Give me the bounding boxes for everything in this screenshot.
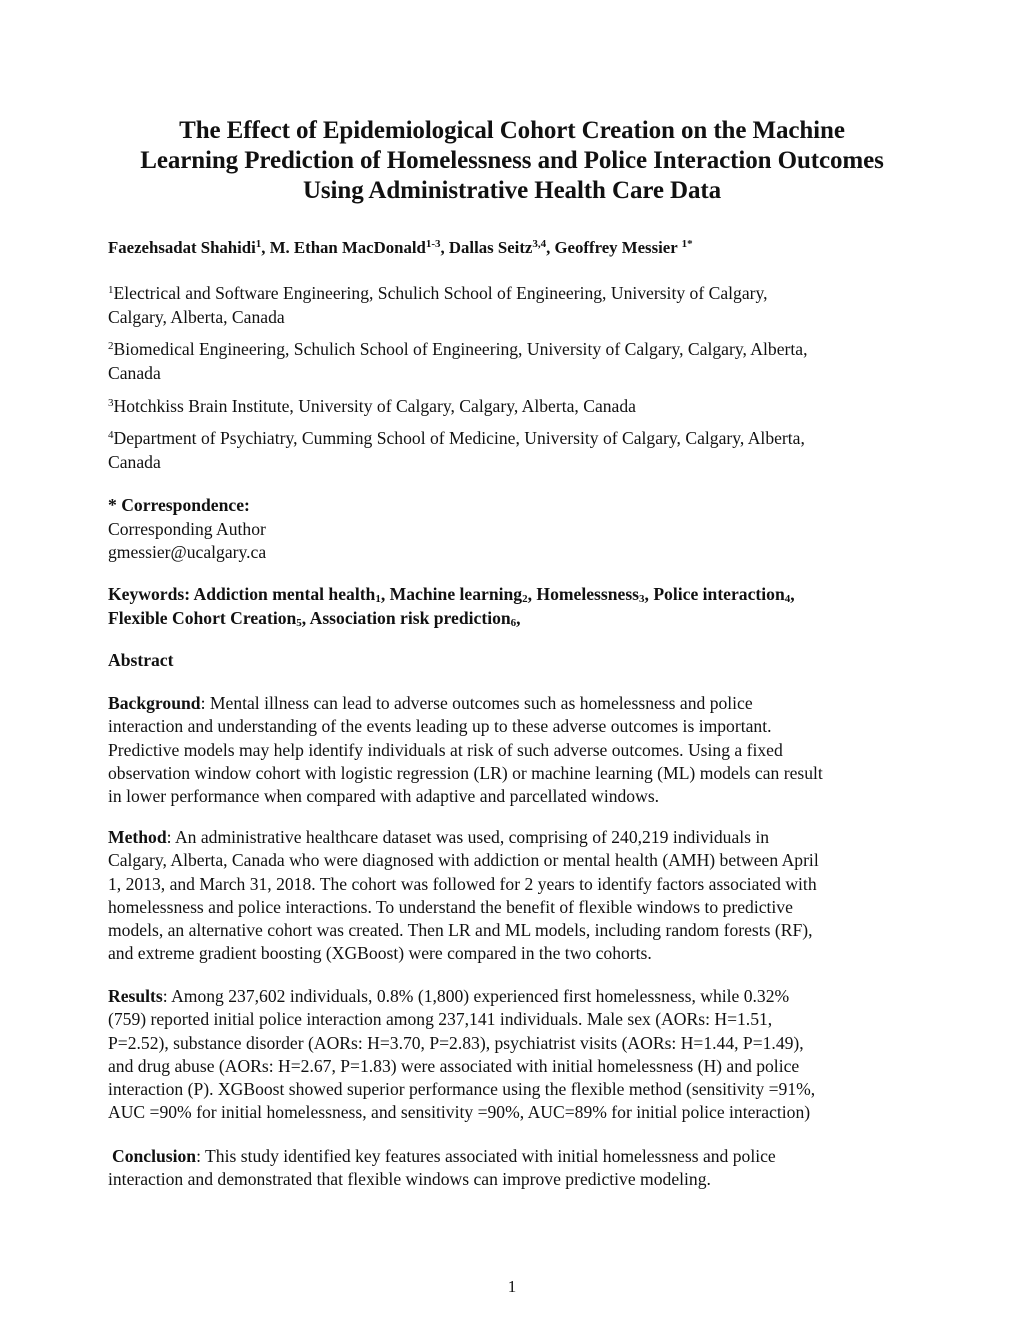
keyword-index: 3: [639, 593, 645, 605]
affiliation: [108, 394, 928, 418]
affiliation-text: Department of Psychiatry, Cumming School of Medicine, University of Calgary, Calgary, Alberta,: [113, 428, 805, 448]
text-line: : Mental illness can lead to adverse outcomes such as homelessness and police: [200, 693, 753, 713]
text-line: P=2.52), substance disorder (AORs: H=3.70, P=2.83), psychiatrist visits (AORs: H=1.44, P=1.49),: [108, 1032, 804, 1053]
keyword-index: 1: [375, 593, 381, 605]
text-line: and extreme gradient boosting (XGBoost) were compared in the two cohorts.: [108, 943, 652, 964]
keywords-label: Keywords:: [108, 584, 191, 604]
correspondence-email[interactable]: gmessier@ucalgary.ca: [108, 542, 267, 562]
author-name: Faezehsadat Shahidi: [108, 238, 256, 257]
affiliation-number: 2: [108, 340, 114, 352]
text-line: observation window cohort with logistic regression (LR) or machine learning (ML) models can result: [108, 762, 823, 783]
author-name: Dallas Seitz: [448, 238, 533, 257]
affiliation-number: 1: [108, 284, 114, 296]
keyword-index: 5: [296, 616, 302, 629]
abstract-background: [108, 692, 928, 808]
correspondence-role: Corresponding Author: [108, 518, 266, 539]
affiliation-text: Calgary, Alberta, Canada: [108, 307, 285, 327]
affiliation-text: Hotchkiss Brain Institute, University of Calgary, Calgary, Alberta, Canada: [113, 396, 636, 416]
section-label: Method: [108, 827, 167, 847]
abstract-heading: Abstract: [108, 650, 174, 670]
text-line: : Among 237,602 individuals, 0.8% (1,800) experienced first homelessness, while 0.32%: [162, 986, 790, 1006]
page-number: 1: [507, 1277, 517, 1296]
text-line: and drug abuse (AORs: H=2.67, P=1.83) were associated with initial homelessness (H) and police: [108, 1055, 800, 1076]
keyword: Addiction mental health: [193, 584, 376, 604]
paper-title: [100, 116, 924, 206]
author-list: Faezehsadat Shahidi$^1$, M. Ethan MacDonald$^{1-3}$, Dallas Seitz$^{3,4}$, Geoffrey Messier $^{1*}$: [108, 238, 693, 257]
author-name: M. Ethan MacDonald: [269, 238, 426, 257]
text-line: (759) reported initial police interaction among 237,141 individuals. Male sex (AORs: H=1.51,: [108, 1009, 773, 1030]
affiliation-number: 3: [108, 397, 114, 409]
text-line: 1, 2013, and March 31, 2018. The cohort was followed for 2 years to identify factors associated with: [108, 873, 817, 894]
text-line: interaction and demonstrated that flexible windows can improve predictive modeling.: [108, 1169, 711, 1190]
keyword: Association risk prediction: [309, 607, 511, 628]
title-line: The Effect of Epidemiological Cohort Creation on the Machine: [179, 117, 845, 144]
affiliation-text: Biomedical Engineering, Schulich School of Engineering, University of Calgary, Calgary, Alberta,: [113, 339, 808, 359]
affiliation: [108, 426, 928, 474]
keyword-index: 6: [510, 616, 517, 629]
text-line: : An administrative healthcare dataset was used, comprising of 240,219 individuals in: [166, 827, 770, 847]
text-line: AUC =90% for initial homelessness, and sensitivity =90%, AUC=89% for initial police interaction): [108, 1102, 811, 1123]
keyword: Flexible Cohort Creation: [108, 607, 297, 628]
author-affiliation-mark: 1: [255, 238, 262, 250]
correspondence-heading: * Correspondence:: [108, 495, 250, 515]
keyword: Police interaction: [653, 584, 785, 604]
text-line: in lower performance when compared with adaptive and parcellated windows.: [108, 786, 660, 807]
author-affiliation-mark: 1*: [681, 238, 693, 250]
text-line: interaction (P). XGBoost showed superior performance using the flexible method (sensitivity =91%,: [108, 1079, 816, 1100]
keyword: Homelessness: [536, 584, 640, 604]
affiliation: [108, 281, 928, 329]
section-label: Background: [108, 693, 201, 713]
abstract-method: [108, 826, 928, 966]
text-line: : This study identified key features associated with initial homelessness and police: [196, 1146, 776, 1166]
keyword-index: 2: [522, 593, 528, 605]
author-affiliation-mark: 3,4: [532, 238, 547, 250]
title-line: Learning Prediction of Homelessness and Police Interaction Outcomes: [140, 147, 884, 174]
keyword: Machine learning: [389, 584, 523, 604]
title-line: Using Administrative Health Care Data: [302, 177, 722, 204]
section-label: Results: [108, 986, 163, 1006]
correspondence: [108, 494, 928, 565]
affiliation-text: Canada: [108, 363, 161, 383]
text-line: interaction and understanding of the events leading up to these adverse outcomes is important.: [108, 716, 772, 737]
author-name: Geoffrey Messier: [554, 238, 678, 257]
keyword-index: 4: [784, 593, 791, 605]
section-label: Conclusion: [112, 1146, 197, 1166]
author-affiliation-mark: 1-3: [425, 238, 441, 250]
text-line: homelessness and police interactions. To understand the benefit of flexible windows to predictive: [108, 896, 793, 917]
abstract-conclusion: [108, 1145, 932, 1192]
abstract-results: [108, 985, 928, 1125]
text-line: Calgary, Alberta, Canada who were diagnosed with addiction or mental health (AMH) between April: [108, 850, 819, 871]
affiliation: [108, 337, 928, 385]
keywords: Keywords: Addiction mental health$_1$, Machine learning$_2$, Homelessness$_3$, Police interaction$_4$, Flexible Cohort Creation$_5$, Association risk prediction$_6$,: [108, 584, 795, 629]
affiliation-number: 4: [108, 429, 114, 441]
affiliation-text: Electrical and Software Engineering, Schulich School of Engineering, University of Calgary,: [113, 283, 768, 303]
text-line: models, an alternative cohort was created. Then LR and ML models, including random forests (RF),: [108, 920, 813, 941]
affiliation-text: Canada: [108, 452, 161, 472]
text-line: Predictive models may help identify individuals at risk of such adverse outcomes. Using a fixed: [108, 739, 783, 760]
